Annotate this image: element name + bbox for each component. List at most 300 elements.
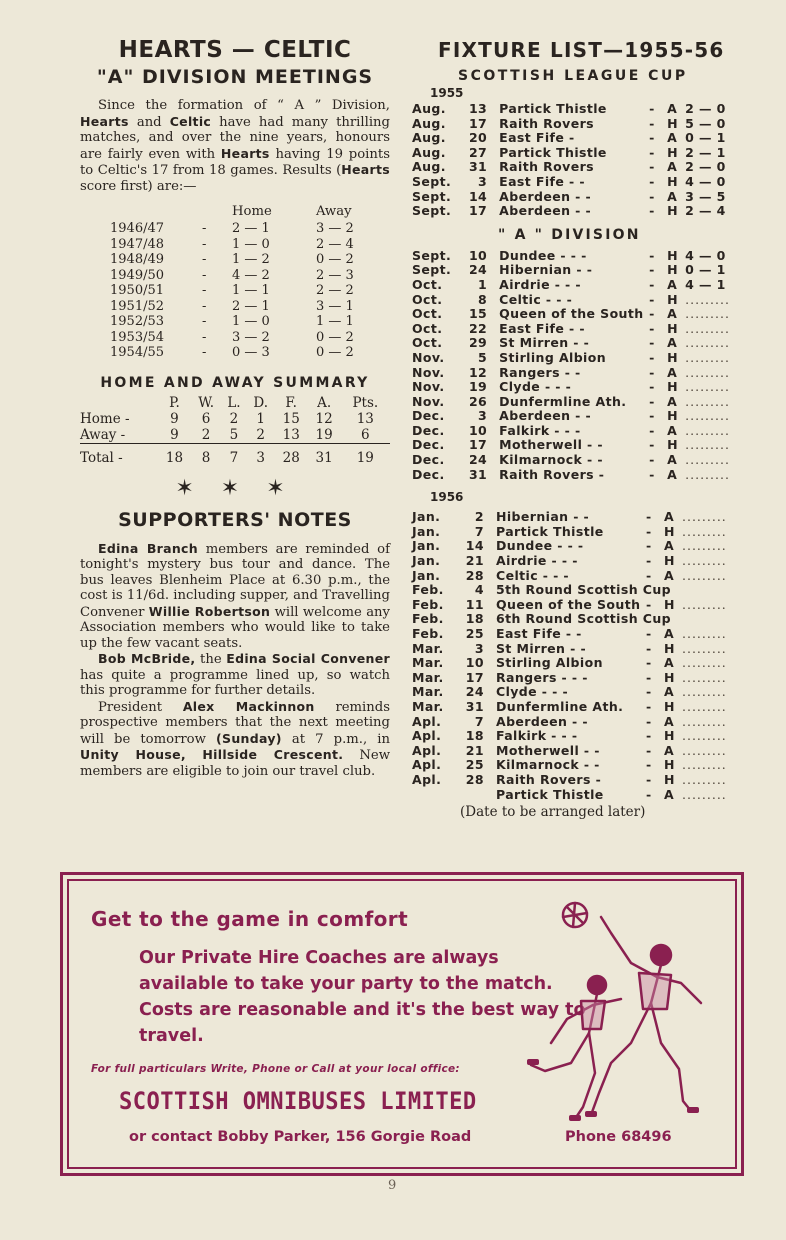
- fixture-separator: -: [649, 173, 655, 189]
- fixture-score: .........: [682, 786, 727, 802]
- fixture-day: 8: [478, 291, 488, 307]
- notes-p3-text-1: President: [98, 699, 163, 715]
- article-title: HEARTS — CELTIC: [118, 37, 352, 63]
- fixture-day: 24: [468, 452, 488, 468]
- fixture-row: [412, 729, 727, 744]
- fixture-list-title: FIXTURE LIST—1955-56: [438, 38, 725, 62]
- notes-p3-bold-1: Alex Mackinnon: [182, 698, 315, 714]
- summary-value: 7: [229, 449, 239, 466]
- fixture-score: .........: [685, 349, 730, 365]
- fixture-month: Jan.: [412, 553, 441, 569]
- fixture-opponent: Queen of the South: [496, 596, 641, 612]
- fixture-month: Feb.: [412, 596, 444, 612]
- result-separator: -: [202, 236, 207, 252]
- result-home-score: 4 — 2: [232, 267, 270, 283]
- fixture-separator: -: [646, 684, 652, 700]
- summary-column-header: A.: [317, 394, 332, 411]
- coach-advert: [60, 872, 744, 1176]
- fixture-home-away: H: [667, 144, 679, 160]
- fixture-opponent: Stirling Albion: [496, 655, 603, 671]
- result-separator: -: [202, 221, 207, 236]
- fixture-home-away: H: [664, 523, 675, 539]
- fixture-row: [412, 788, 727, 803]
- fixture-score: .........: [682, 567, 727, 583]
- fixture-opponent: Aberdeen - -: [496, 713, 588, 729]
- result-separator: -: [202, 345, 207, 360]
- fixture-opponent: Partick Thistle: [499, 101, 607, 116]
- fixture-month: Nov.: [412, 364, 445, 380]
- left-column: [80, 30, 390, 779]
- fixture-month: Feb.: [412, 611, 444, 627]
- advert-contact: or contact Bobby Parker, 156 Gorgie Road: [129, 1129, 472, 1145]
- result-home-score: 1 — 0: [232, 314, 270, 329]
- results-row: [110, 221, 386, 237]
- fixture-separator: -: [649, 320, 655, 336]
- notes-paragraph-2: [80, 651, 390, 699]
- fixture-score: .........: [682, 698, 727, 714]
- fixture-separator: -: [649, 364, 655, 380]
- fixture-score: 0 — 1: [685, 262, 726, 278]
- summary-value: 2: [229, 410, 239, 427]
- notes-p3-bold-3: Unity House, Hillside Crescent.: [80, 747, 344, 762]
- notes-p3-text-4: New members are eligible to join our travel club.: [80, 748, 390, 779]
- fixture-opponent: Clyde - - -: [496, 684, 569, 700]
- summary-value: 18: [165, 449, 184, 466]
- fixture-month: Mar.: [412, 698, 444, 714]
- fixture-row: [412, 554, 727, 569]
- summary-value: 31: [315, 449, 333, 466]
- fixture-day: 4: [474, 582, 484, 598]
- result-season: 1953/54: [110, 329, 165, 345]
- result-away-score: 2 — 4: [316, 236, 354, 252]
- fixture-day: 21: [465, 553, 484, 569]
- result-season: 1949/50: [110, 267, 165, 283]
- result-away-score: 2 — 2: [316, 283, 354, 298]
- summary-value: 6: [361, 426, 370, 443]
- fixture-opponent: Celtic - - -: [496, 567, 570, 583]
- summary-column-header: L.: [227, 394, 241, 411]
- result-separator: -: [202, 283, 207, 298]
- fixture-separator: -: [646, 771, 652, 787]
- fixture-home-away: A: [667, 452, 678, 468]
- results-away-header: Away: [316, 204, 352, 219]
- result-away-score: 0 — 2: [316, 329, 354, 345]
- fixture-row: [412, 438, 730, 453]
- fixture-month: Sept.: [412, 262, 452, 278]
- fixture-month: Oct.: [412, 291, 443, 307]
- fixture-month: Oct.: [412, 320, 443, 336]
- fixture-day: 25: [465, 757, 484, 773]
- results-row: [110, 314, 386, 330]
- fixture-day: 5: [478, 349, 488, 365]
- result-away-score: 3 — 1: [316, 298, 354, 314]
- fixture-row: [412, 249, 730, 264]
- fixture-home-away: H: [667, 320, 679, 336]
- fixture-row: [412, 773, 727, 788]
- fixture-opponent: Partick Thistle: [496, 786, 604, 802]
- summary-value: 13: [356, 410, 374, 427]
- fixture-home-away: H: [667, 115, 679, 131]
- fixture-day: 10: [468, 422, 488, 438]
- fixture-separator: -: [649, 144, 655, 160]
- fixture-month: Apl.: [412, 728, 442, 744]
- result-away-score: 0 — 2: [316, 345, 354, 360]
- fixture-month: Aug.: [412, 130, 446, 146]
- fixture-opponent: Dundee - - -: [496, 538, 584, 554]
- fixture-separator: -: [649, 393, 655, 409]
- date-to-be-arranged-note: (Date to be arranged later): [460, 804, 646, 821]
- result-season: 1951/52: [110, 298, 165, 314]
- fixture-month: Mar.: [412, 640, 444, 656]
- fixture-month: Nov.: [412, 379, 445, 395]
- fixture-day: 31: [468, 466, 488, 482]
- fixture-score: 4 — 0: [685, 173, 726, 189]
- fixture-home-away: A: [664, 786, 675, 802]
- fixture-score: .........: [682, 713, 727, 729]
- result-home-score: 2 — 1: [232, 298, 270, 314]
- summary-value: 28: [282, 449, 300, 466]
- fixture-day: 17: [468, 115, 488, 131]
- summary-value: 15: [282, 410, 300, 427]
- fixture-month: Sept.: [412, 188, 452, 204]
- advert-small-print: For full particulars Write, Phone or Call at your local office:: [91, 1063, 460, 1075]
- fixture-score: 5 — 0: [685, 115, 726, 131]
- fixture-score: 0 — 1: [685, 130, 726, 146]
- fixture-opponent: Raith Rovers -: [496, 771, 602, 787]
- advert-copy: Our Private Hire Coaches are always available to take your party to the match. Costs are reasonable and it's the best way to travel.: [139, 948, 586, 1046]
- fixture-separator: -: [649, 349, 655, 365]
- fixture-row: [412, 468, 730, 483]
- fixture-row: [412, 175, 726, 190]
- fixture-month: Jan.: [412, 567, 441, 583]
- result-away-score: 1 — 1: [316, 314, 354, 329]
- fixture-score: .........: [682, 523, 727, 539]
- fixture-row: [412, 146, 726, 161]
- notes-p1-text-1: members are reminded of tonight's mystery bus tour and dance. The bus leaves Blenheim Place at 6.30 p.m., the cost is 11/6d. including supper, and Travelling Convener: [80, 541, 390, 620]
- fixture-day: 1: [478, 276, 488, 292]
- summary-value: 19: [356, 449, 374, 466]
- fixture-month: Oct.: [412, 306, 443, 322]
- fixture-month: Nov.: [412, 349, 445, 365]
- fixture-home-away: A: [664, 684, 675, 700]
- fixture-row: [412, 293, 730, 308]
- fixture-opponent: Hibernian - -: [499, 262, 593, 278]
- fixture-opponent: Raith Rovers -: [499, 466, 605, 482]
- summary-row-label: Home -: [80, 410, 130, 427]
- fixture-day: 31: [465, 698, 484, 714]
- fixture-home-away: H: [667, 291, 679, 307]
- fixture-score: .........: [682, 596, 727, 612]
- fixture-score: .........: [685, 335, 730, 351]
- fixture-score: 4 — 0: [685, 247, 726, 263]
- fixture-separator: -: [649, 335, 655, 351]
- fixture-opponent: Airdrie - - -: [499, 276, 581, 292]
- fixture-home-away: A: [664, 538, 675, 554]
- fixture-month: Aug.: [412, 115, 446, 131]
- fixture-home-away: H: [664, 669, 675, 685]
- fixture-separator: -: [649, 422, 655, 438]
- fixture-score: 2 — 0: [685, 159, 726, 175]
- fixture-month: Mar.: [412, 669, 444, 685]
- intro-text-4: having 19 points to Celtic's 17 from 18 games. Results (: [80, 146, 390, 178]
- summary-value: 8: [201, 449, 211, 466]
- intro-text-1: Since the formation of “ A ” Division,: [98, 98, 390, 113]
- results-home-header: Home: [232, 204, 272, 219]
- fixture-separator: -: [649, 262, 655, 278]
- fixture-month: Jan.: [412, 509, 441, 525]
- fixture-separator: -: [646, 640, 652, 656]
- fixture-month: [412, 788, 448, 803]
- fixture-row: [412, 160, 726, 175]
- result-home-score: 1 — 1: [232, 283, 270, 298]
- summary-value: 12: [315, 410, 333, 427]
- fixture-home-away: H: [667, 349, 679, 365]
- summary-table: [80, 395, 390, 466]
- fixture-score: .........: [682, 626, 727, 641]
- fixture-opponent: Motherwell - -: [496, 742, 600, 758]
- year-1955: 1955: [430, 86, 464, 100]
- fixture-score: .........: [682, 771, 727, 787]
- fixture-home-away: H: [664, 553, 675, 569]
- fixture-month: Dec.: [412, 437, 445, 453]
- fixture-month: Apl.: [412, 713, 442, 729]
- fixture-day: 24: [468, 262, 488, 278]
- result-separator: -: [202, 298, 207, 314]
- fixture-separator: -: [646, 728, 652, 744]
- fixture-separator: -: [649, 408, 655, 424]
- fixture-separator: -: [649, 247, 655, 263]
- intro-bold-3: Hearts: [220, 145, 270, 161]
- fixture-day: 15: [468, 306, 488, 322]
- fixture-opponent: 5th Round Scottish Cup: [496, 582, 671, 598]
- fixture-separator: -: [649, 291, 655, 307]
- fixture-home-away: A: [667, 393, 678, 409]
- result-separator: -: [202, 314, 207, 329]
- fixture-separator: -: [646, 669, 652, 685]
- fixture-row: [412, 351, 730, 366]
- notes-p2-text-1: the: [200, 652, 222, 667]
- result-away-score: 0 — 2: [316, 252, 354, 267]
- fixture-row: [412, 642, 727, 657]
- intro-bold-4: Hearts: [341, 162, 390, 177]
- summary-value: 2: [201, 426, 211, 443]
- fixture-home-away: H: [664, 771, 675, 787]
- results-row: [110, 237, 386, 253]
- fixture-row: [412, 612, 727, 627]
- summary-value: 3: [256, 449, 265, 466]
- fixture-score: .........: [682, 509, 727, 525]
- fixture-row: [412, 307, 730, 322]
- summary-column-header: F.: [285, 394, 297, 411]
- page-number: 9: [388, 1178, 397, 1193]
- fixture-score: .........: [685, 306, 730, 322]
- fixture-row: [412, 131, 726, 146]
- results-row: [110, 252, 386, 268]
- fixture-day: 18: [465, 611, 484, 627]
- fixture-row: [412, 510, 727, 525]
- fixture-home-away: A: [667, 306, 678, 322]
- results-row: [110, 268, 386, 284]
- fixture-score: .........: [682, 669, 727, 685]
- results-row: [110, 299, 386, 315]
- fixture-row: [412, 758, 727, 773]
- fixture-month: Sept.: [412, 173, 452, 189]
- fixture-row: [412, 424, 730, 439]
- fixture-score: 2 — 4: [685, 203, 726, 219]
- fixture-opponent: 6th Round Scottish Cup: [496, 611, 671, 627]
- fixture-opponent: Kilmarnock - -: [496, 757, 600, 773]
- fixture-month: Jan.: [412, 538, 441, 554]
- summary-value: 5: [229, 426, 239, 443]
- fixture-opponent: Kilmarnock - -: [499, 452, 603, 468]
- fixture-home-away: A: [664, 567, 675, 583]
- fixture-opponent: Raith Rovers: [499, 115, 594, 131]
- fixture-month: Oct.: [412, 276, 443, 292]
- fixture-score: .........: [682, 655, 727, 671]
- fixture-opponent: Dundee - - -: [499, 247, 587, 263]
- fixture-opponent: Aberdeen - -: [499, 408, 592, 424]
- summary-value: 13: [282, 426, 300, 443]
- result-season: 1950/51: [110, 283, 165, 298]
- fixture-separator: -: [646, 509, 652, 525]
- fixture-row: [412, 204, 726, 219]
- fixture-opponent: St Mirren - -: [496, 640, 587, 656]
- fixture-separator: -: [649, 159, 655, 175]
- fixture-home-away: A: [667, 422, 678, 438]
- fixture-opponent: Aberdeen - -: [499, 203, 592, 219]
- fixture-score: .........: [682, 640, 727, 656]
- fixture-row: [412, 102, 726, 117]
- summary-value: 6: [201, 410, 211, 427]
- fixture-home-away: H: [667, 247, 679, 263]
- fixture-day: 7: [474, 713, 484, 729]
- fixture-day: 10: [468, 247, 488, 263]
- fixture-separator: -: [649, 101, 655, 116]
- fixture-day: 28: [465, 771, 484, 787]
- notes-p1-bold-1: Edina Branch: [98, 540, 198, 556]
- fixture-home-away: A: [667, 101, 678, 116]
- fixture-month: Jan.: [412, 523, 441, 539]
- summary-row-label: Total -: [80, 449, 123, 466]
- fixture-home-away: A: [664, 655, 675, 671]
- result-separator: -: [202, 252, 207, 267]
- fixture-score: 2 — 1: [685, 144, 726, 160]
- fixture-separator: -: [646, 713, 652, 729]
- fixture-row: [412, 627, 727, 642]
- notes-p2-bold-1: Bob McBride,: [98, 651, 196, 666]
- results-table: [110, 204, 386, 361]
- fixture-day: 20: [468, 130, 488, 146]
- result-season: 1946/47: [110, 221, 165, 236]
- fixture-row: [412, 525, 727, 540]
- summary-heading: HOME AND AWAY SUMMARY: [100, 374, 370, 391]
- fixture-row: [412, 715, 727, 730]
- result-away-score: 2 — 3: [316, 267, 354, 283]
- fixture-home-away: H: [667, 203, 679, 219]
- result-home-score: 3 — 2: [232, 329, 270, 345]
- fixture-day: 27: [468, 144, 488, 160]
- summary-columns-row: [80, 395, 390, 411]
- results-header-row: [110, 204, 386, 221]
- fixture-opponent: Aberdeen - -: [499, 188, 592, 204]
- division-1955-table: [412, 249, 730, 483]
- result-season: 1947/48: [110, 236, 165, 252]
- fixture-home-away: H: [664, 640, 675, 656]
- fixture-score: .........: [685, 408, 730, 424]
- fixture-home-away: A: [664, 713, 675, 729]
- year-1956: 1956: [430, 490, 464, 505]
- fixture-separator: -: [646, 567, 652, 583]
- notes-p2-text-2: has quite a programme lined up, so watch this programme for further details.: [80, 667, 390, 698]
- summary-row: [80, 427, 390, 444]
- result-separator: -: [202, 267, 207, 283]
- fixture-separator: -: [646, 786, 652, 802]
- fixture-row: [412, 409, 730, 424]
- fixture-day: 12: [468, 364, 488, 380]
- fixture-day: 17: [465, 669, 484, 685]
- fixture-day: 19: [468, 379, 488, 395]
- fixture-separator: -: [646, 553, 652, 569]
- fixture-month: Dec.: [412, 452, 445, 468]
- fixture-opponent: Rangers - - -: [496, 669, 588, 685]
- fixture-home-away: A: [667, 335, 678, 351]
- intro-bold-1: Hearts: [80, 113, 129, 129]
- fixture-opponent: Clyde - - -: [499, 379, 572, 395]
- fixture-month: Sept.: [412, 247, 452, 263]
- summary-value: 9: [170, 426, 179, 443]
- fixture-month: Apl.: [412, 742, 442, 758]
- summary-column-header: D.: [253, 394, 269, 411]
- fixture-score: .........: [685, 393, 730, 409]
- fixture-score: .........: [685, 364, 730, 380]
- fixture-day: 3: [478, 408, 488, 424]
- advert-phone: Phone 68496: [565, 1129, 672, 1145]
- fixture-opponent: St Mirren - -: [499, 335, 590, 351]
- fixture-month: Dec.: [412, 466, 445, 482]
- fixture-row: [412, 322, 730, 337]
- fixture-row: [412, 583, 727, 598]
- notes-p1-bold-2: Willie Robertson: [148, 603, 271, 619]
- fixture-separator: -: [646, 596, 652, 612]
- fixture-separator: -: [646, 626, 652, 641]
- summary-value: 1: [256, 410, 265, 427]
- division-heading: " A " DIVISION: [498, 226, 641, 243]
- fixture-separator: -: [649, 276, 655, 292]
- summary-row-label: Away -: [80, 426, 126, 443]
- fixture-month: Mar.: [412, 684, 444, 700]
- fixture-score: .........: [685, 437, 730, 453]
- result-away-score: 3 — 2: [316, 221, 354, 236]
- intro-text-3: have had many thrilling matches, and over the nine years, honours are fairly even with: [80, 114, 390, 162]
- fixture-separator: -: [649, 203, 655, 219]
- fixture-row: [412, 380, 730, 395]
- result-home-score: 0 — 3: [232, 345, 270, 360]
- fixture-opponent: Dunfermline Ath.: [496, 698, 624, 714]
- fixture-score: .........: [685, 320, 730, 336]
- fixture-separator: -: [649, 306, 655, 322]
- fixture-row: [412, 656, 727, 671]
- fixture-opponent: Dunfermline Ath.: [499, 393, 627, 409]
- fixture-separator: -: [646, 757, 652, 773]
- fixture-month: Feb.: [412, 582, 444, 598]
- intro-text-5: score first) are:—: [80, 178, 197, 194]
- fixture-home-away: H: [664, 728, 675, 744]
- result-season: 1954/55: [110, 345, 165, 360]
- fixture-home-away: H: [667, 437, 679, 453]
- fixture-opponent: East Fife - -: [496, 626, 582, 641]
- fixture-opponent: Falkirk - - -: [499, 422, 581, 438]
- summary-column-header: W.: [198, 394, 214, 411]
